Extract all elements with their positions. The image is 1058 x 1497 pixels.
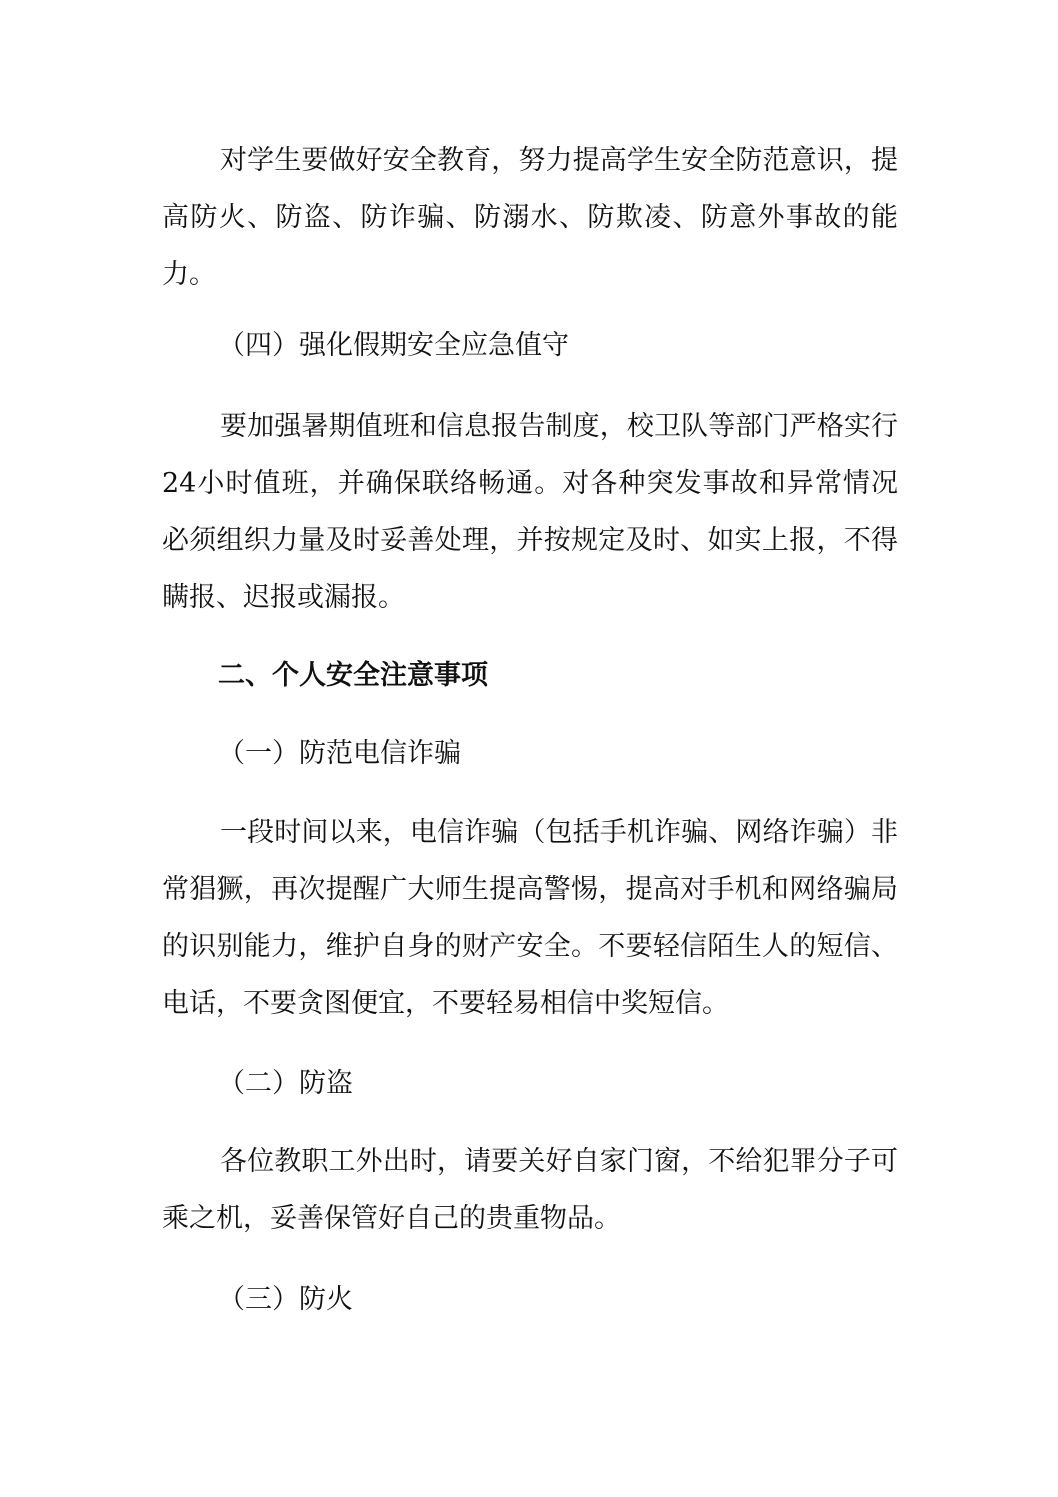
- heading-fire-prevention: （三）防火: [218, 1284, 353, 1315]
- section-heading-personal-safety: 二、个人安全注意事项: [218, 660, 488, 691]
- heading-telecom-fraud: （一）防范电信诈骗: [218, 738, 461, 769]
- paragraph-theft-prevention: 各位教职工外出时，请要关好自家门窗，不给犯罪分子可乘之机，妥善保管好自己的贵重物品。: [162, 1146, 898, 1234]
- paragraph-telecom-fraud-warning: 一段时间以来，电信诈骗（包括手机诈骗、网络诈骗）非常猖獗，再次提醒广大师生提高警惕，提高对手机和网络骗局的识别能力，维护自身的财产安全。不要轻信陌生人的短信、电话，不要贪图便宜，不要轻易相信中奖短信。: [162, 817, 898, 1019]
- heading-holiday-emergency-duty: （四）强化假期安全应急值守: [218, 330, 569, 361]
- paragraph-student-safety-education: 对学生要做好安全教育，努力提高学生安全防范意识，提高防火、防盗、防诈骗、防溺水、防欺凌、防意外事故的能力。: [162, 145, 898, 290]
- heading-theft-prevention: （二）防盗: [218, 1068, 353, 1099]
- paragraph-duty-and-reporting: 要加强暑期值班和信息报告制度，校卫队等部门严格实行24小时值班，并确保联络畅通。对各种突发事故和异常情况必须组织力量及时妥善处理，并按规定及时、如实上报，不得瞒报、迟报或漏报。: [162, 411, 898, 613]
